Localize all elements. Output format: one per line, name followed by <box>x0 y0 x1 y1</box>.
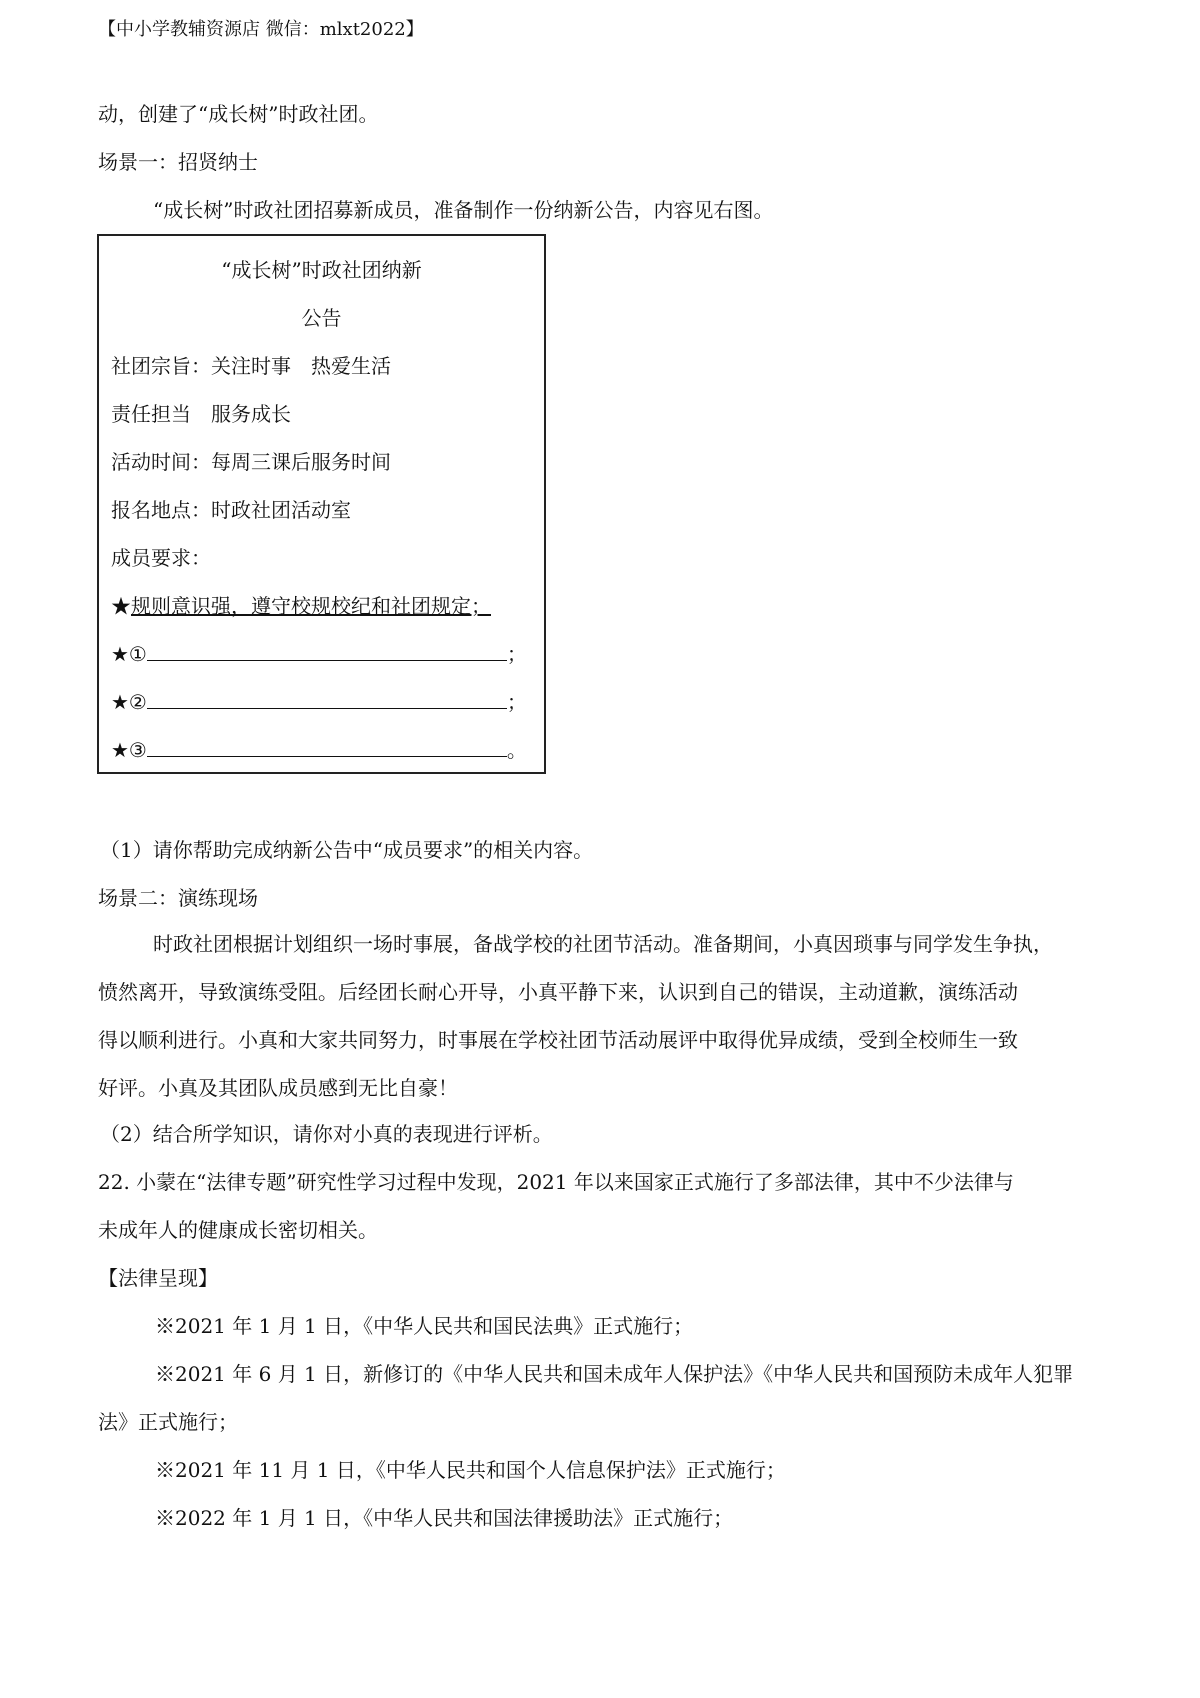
req-blank-end: 。 <box>506 738 527 762</box>
req-blank-prefix: ★① <box>111 642 147 666</box>
question-22-cont: 未成年人的健康成长密切相关。 <box>98 1218 378 1242</box>
law-item: ※2021 年 6 月 1 日，新修订的《中华人民共和国未成年人保护法》《中华人民共和国预防未成年人犯罪 <box>155 1362 1074 1386</box>
req-blank-end: ； <box>506 690 527 714</box>
scene2-para-line: 时政社团根据计划组织一场时事展，备战学校的社团节活动。准备期间，小真因琐事与同学发生争执， <box>153 932 1053 956</box>
req-blank-prefix: ★② <box>111 690 147 714</box>
notice-place: 报名地点：时政社团活动室 <box>111 498 351 522</box>
question-22: 22. 小蒙在“法律专题”研究性学习过程中发现，2021 年以来国家正式施行了多部法律，其中不少法律与 <box>98 1170 1014 1194</box>
notice-req-example <box>111 592 491 620</box>
req-example-text: 规则意识强，遵守校规校纪和社团规定； <box>131 594 491 618</box>
law-item: ※2022 年 1 月 1 日，《中华人民共和国法律援助法》正式施行； <box>155 1506 734 1530</box>
notice-box <box>97 234 546 774</box>
law-item-cont: 法》正式施行； <box>98 1410 238 1434</box>
answer-blank[interactable] <box>147 736 507 757</box>
notice-purpose-cont: 责任担当 服务成长 <box>111 402 291 426</box>
scene2-para-line: 好评。小真及其团队成员感到无比自豪！ <box>98 1076 458 1100</box>
scene2-para-line: 得以顺利进行。小真和大家共同努力，时事展在学校社团节活动展评中取得优异成绩，受到全校师生一致 <box>98 1028 1018 1052</box>
law-item: ※2021 年 1 月 1 日，《中华人民共和国民法典》正式施行； <box>155 1314 694 1338</box>
star-icon: ★ <box>111 594 131 618</box>
scene1-title: 场景一：招贤纳士 <box>98 150 258 174</box>
notice-title: “成长树”时政社团纳新 <box>221 258 422 282</box>
header-watermark: 【中小学教辅资源店 微信：mlxt2022】 <box>98 19 424 40</box>
req-blank-3 <box>111 736 527 764</box>
notice-purpose: 社团宗旨：关注时事 热爱生活 <box>111 354 391 378</box>
req-blank-end: ； <box>506 642 527 666</box>
notice-time: 活动时间：每周三课后服务时间 <box>111 450 391 474</box>
scene2-title: 场景二：演练现场 <box>98 886 258 910</box>
law-section-title: 【法律呈现】 <box>98 1266 218 1290</box>
answer-blank[interactable] <box>147 640 507 661</box>
intro-line: 动，创建了“成长树”时政社团。 <box>98 102 379 126</box>
scene1-desc: “成长树”时政社团招募新成员，准备制作一份纳新公告，内容见右图。 <box>153 198 774 222</box>
req-blank-2 <box>111 688 527 716</box>
law-item: ※2021 年 11 月 1 日，《中华人民共和国个人信息保护法》正式施行； <box>155 1458 786 1482</box>
scene2-para-line: 愤然离开，导致演练受阻。后经团长耐心开导，小真平静下来，认识到自己的错误，主动道歉，演练活动 <box>98 980 1018 1004</box>
answer-blank[interactable] <box>147 688 507 709</box>
req-blank-1 <box>111 640 527 668</box>
notice-req-label: 成员要求： <box>111 546 211 570</box>
question-2: （2）结合所学知识，请你对小真的表现进行评析。 <box>100 1122 553 1146</box>
question-1: （1）请你帮助完成纳新公告中“成员要求”的相关内容。 <box>100 838 594 862</box>
req-blank-prefix: ★③ <box>111 738 147 762</box>
notice-title-2: 公告 <box>301 306 342 330</box>
